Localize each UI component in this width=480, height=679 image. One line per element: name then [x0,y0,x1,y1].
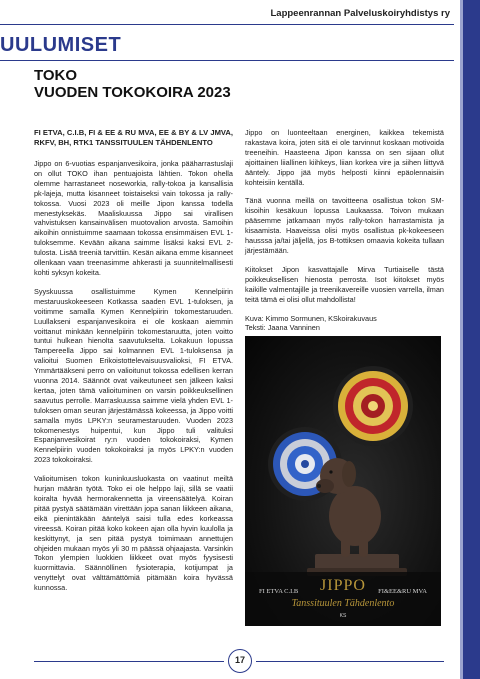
title-line-2: VUODEN TOKOKOIRA 2023 [34,84,231,101]
dog-titles-lead: FI ETVA, C.I.B, FI & EE & RU MVA, EE & BY & LV JMVA, RKFV, BH, RTK1 TANSSITUULEN TÄHDENLENTO [34,128,233,147]
right-edge-accent [463,0,480,679]
text-credit: Teksti: Jaana Vanninen [245,323,320,333]
left-column [34,128,233,602]
header-rule [0,24,454,25]
paragraph: Syyskuussa osallistuimme Kymen Kennelpiirin mestaruuskokeeseen Kotkassa saaden EVL 1-tuloksen, ja voitimme samalla Kymen Kennelpiirin tokomestaruuden. Luullakseni espanjanvesikoira ei ole koskaan aiemmin voittanut minkään kennelpiirin tokomestaruutta, joten voitto tuntui hulkean hienolta saavutukselta. Lokakuun lopussa Tampereella Jippo sai kolmannen EVL 1-tuloksensa ja valioitui Suomen Erikoistottelevaisuusvalioksi, FI ETVA. Ymmärtääkseni perro on valioitunut tokossa edellisen kerran vuonna 2014. Säännöt ovat vaikeutuneet sen jälkeen kaksi kertaa, joten tämä valioituminen on varsin poikkeuksellinen saavutus perrolle. Marraskuussa saimme vielä yhden EVL 1-tuloksen oman seuran järjestämässä kokeessa, ja Jippo voitti samalla myös LPKY:n seuramestaruuden. Vuoden 2023 tokomenestys huipentui, kun Jippo tuli valituksi Espanjanvesikoirat ry:n vuoden tokokoiraksi, Kymen Kennelpiirin vuoden tokokoiraksi ja myös LPKY:n vuoden 2023 tokokoiraksi. [34,286,233,465]
dog-photo [245,336,441,626]
dog-registered-name: Tanssituulen Tähdenlento [291,598,395,609]
caption-titles-right: FI&EE&RU MVA [378,588,427,595]
section-title: UULUMISET [0,34,122,56]
article-title [34,67,231,101]
pedestal [315,554,399,570]
caption-titles-left: FI ETVA C.I.B [259,588,299,595]
paragraph: Kiitokset Jipon kasvattajalle Mirva Turtiaiselle tästä poikkeuksellisen hienosta perrosta. Isot kiitokset myös kaikille valmentajille ja treenikavereille vuosien varrella, ilman teitä tämä ei olisi ollut mahdollista! [245,264,444,304]
title-line-1: TOKO [34,67,78,84]
red-rosette-icon [333,366,413,446]
paragraph: Jippo on luonteeltaan energinen, kaikkea tekemistä rakastava koira, joten sitä ei ole tarvinnut koskaan motivoida treeneihin. Haasteena Jipon kanssa on sen sijaan ollut ajoittainen liiallinen kiihkeys, liian korkea vire ja siihen liittyvä ääntely. Jippo jää myös helposti kiinni epäolennaisiin kohteisiin kentällä. [245,128,444,187]
dog-name: JIPPO [320,577,366,594]
right-column [245,128,444,342]
paragraph: Jippo on 6-vuotias espanjanvesikoira, jonka pääharrastuslaji on ollut TOKO ihan pentuajoista lähtien. Tokon ohella olemme harrastaneet noseworkia, rally-tokoa ja kansallisia pk-lajeja, mutta kisanneet toistaiseksi vain tokossa ja rally-tokossa. Vuosi 2023 oli meille Jipon kanssa todella menestyksekäs. Maaliskuussa Jippo sai virallisen vahvistuksen kansainvälisen muotovalion arvosta. Samoihin aikoihin onnistuimme saamaan tokossa ensimmäisen EVL 1-tuloksemme. Kevään aikana saimme lisäksi kaksi EVL 2-tulosta. Lisää treeniä tarvittiin. Kesän aikana emme kisanneet ollenkaan vaan treenasimme ahkerasti ja suunnitelmallisesti kohti syksyn kokeita. [34,159,233,277]
photo-credit: Kuva: Kimmo Sormunen, KSkoirakuvaus [245,313,377,323]
dog-figure [316,458,381,557]
photographer-logo: KS [339,613,347,619]
page-number: 17 [228,649,252,673]
paragraph: Tänä vuonna meillä on tavoitteena osallistua tokon SM-kisoihin kesäkuun lopussa Laukaassa. Toivon mukaan pääsemme jatkamaan myös rally-tokon harrastamista ja kisaamista. Haaveissa olisi myös osallistua pk-kokeeseen hausssa ja/tai jäljellä, jos B-tottiksen omaavia kokeita tullaan järjestämään. [245,196,444,255]
credits [245,314,444,334]
organization-name: Lappeenrannan Palveluskoiryhdistys ry [270,8,450,19]
paragraph: Valioitumisen tokon kuninkuusluokasta on vaatinut meiltä hurjan määrän työtä. Toko ei ole helppo laji, sillä se vaatii koiralta hyvää hermorakennetta ja vireensäätelyä. Koiran pitää pystyä säätämään virettään jopa sanan liikkeen aikana, eikä pienintäkään ääntelyä saisi tulla edes korkeassa vireessä. Koiran pitää koko kokeen ajan olla hyvin kuulolla ja keskittynyt, ja sen pitää pystyä toimimaan annettujen ohjeiden mukaan myös yli 30 m päässä ohjaajasta. Varsinkin Tokon ylempien luokkien liikkeet ovat myös fyysisesti kuormittavia. Säännöllinen fysioterapia, kotijumpat ja venyttelyt ovat välttämättömiä pitämään koira hyvässä kunnossa. [34,474,233,593]
